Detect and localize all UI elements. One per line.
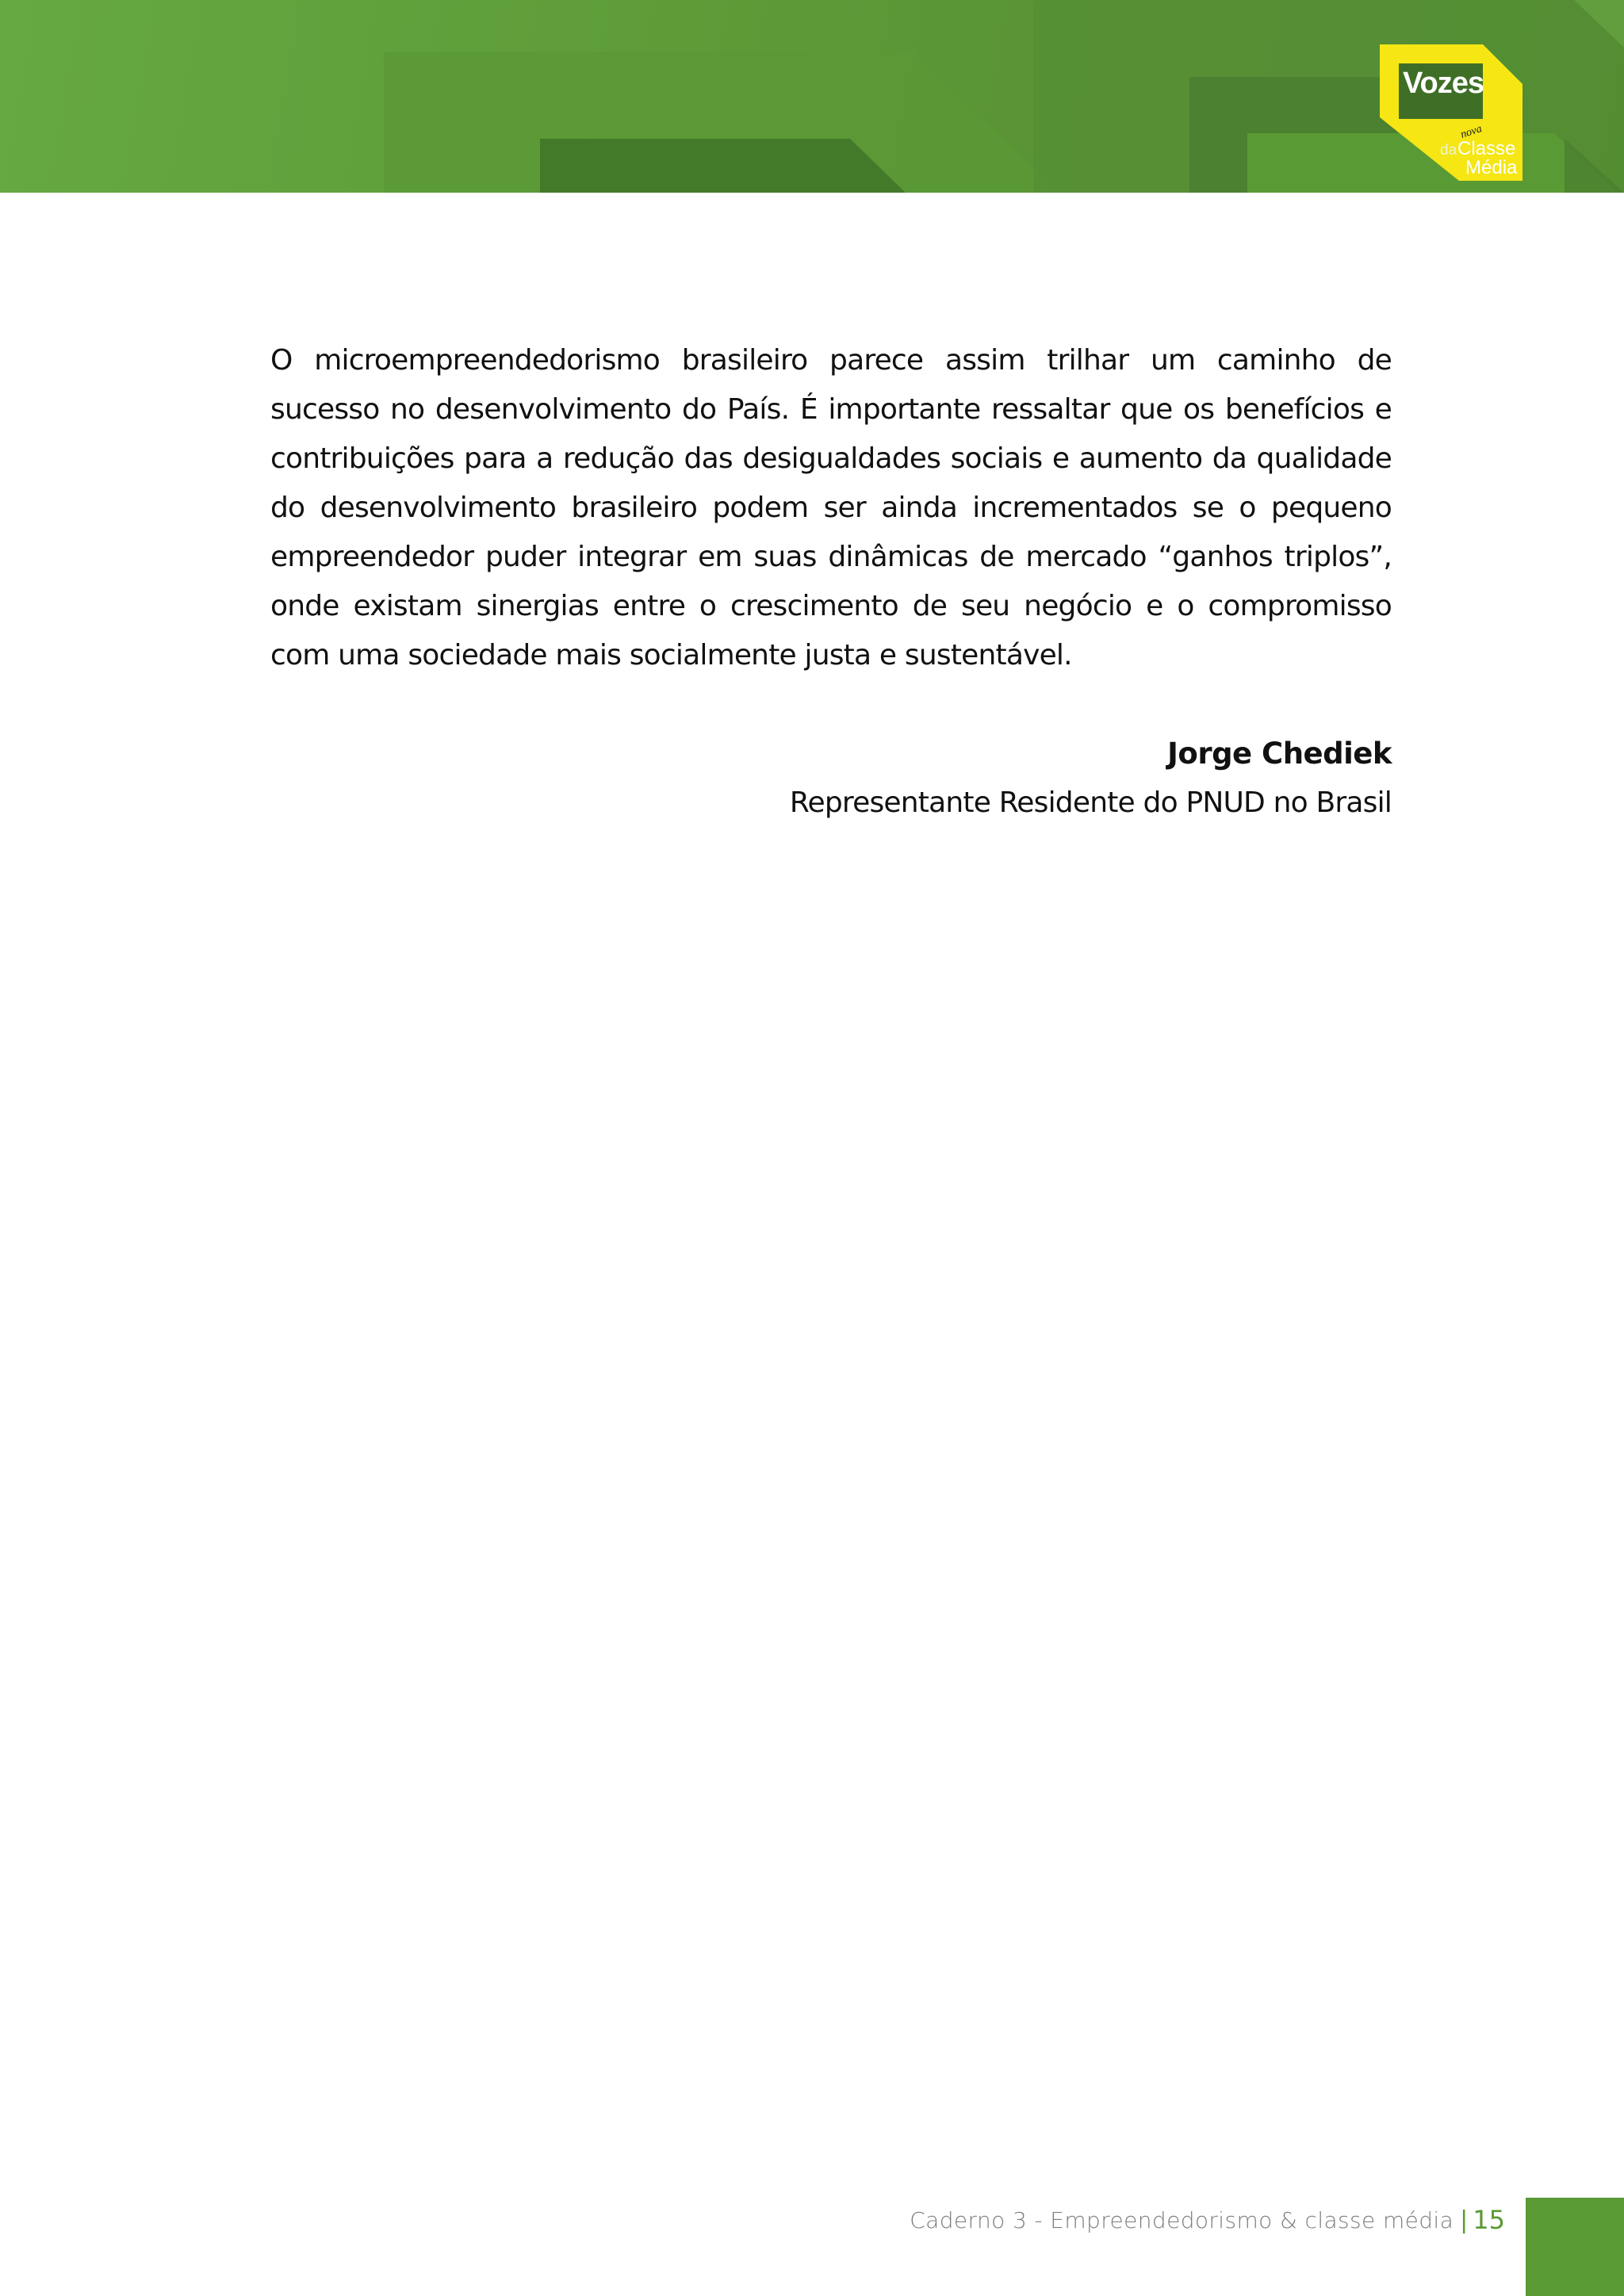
page-footer <box>910 2199 1505 2241</box>
vozes-logo <box>1380 44 1524 181</box>
body-paragraph: O microempreendedorismo brasileiro parece assim trilhar um caminho de sucesso no desenvolvimento do País. É importante ressaltar que os benefícios e contribuições para a redução das desigualdades sociais e aumento da qualidade do desenvolvimento brasileiro podem ser ainda incrementados se o pequeno empreendedor puder integrar em suas dinâmicas de mercado “ganhos triplos”, onde existam sinergias entre o crescimento de seu negócio e o compromisso com uma sociedade mais socialmente justa e sustentável. <box>270 344 1392 672</box>
logo-word-da: da <box>1440 142 1457 159</box>
logo-word-media: Média <box>1465 157 1518 178</box>
page-number: 15 <box>1473 2205 1505 2235</box>
footer-accent-block <box>1526 2198 1624 2296</box>
footer-separator: | <box>1460 2206 1469 2234</box>
logo-word-vozes: Vozes <box>1402 67 1484 100</box>
logo-word-nova: nova <box>1459 123 1484 141</box>
signature-name: Jorge Chediek <box>1167 737 1392 771</box>
signature-block <box>270 729 1392 828</box>
page-content <box>270 336 1392 828</box>
logo-word-classe: Classe <box>1457 138 1516 159</box>
footer-caption: Caderno 3 - Empreendedorismo & classe média <box>910 2206 1454 2233</box>
header-banner <box>0 0 1624 193</box>
signature-role: Representante Residente do PNUD no Brasil <box>789 786 1392 819</box>
